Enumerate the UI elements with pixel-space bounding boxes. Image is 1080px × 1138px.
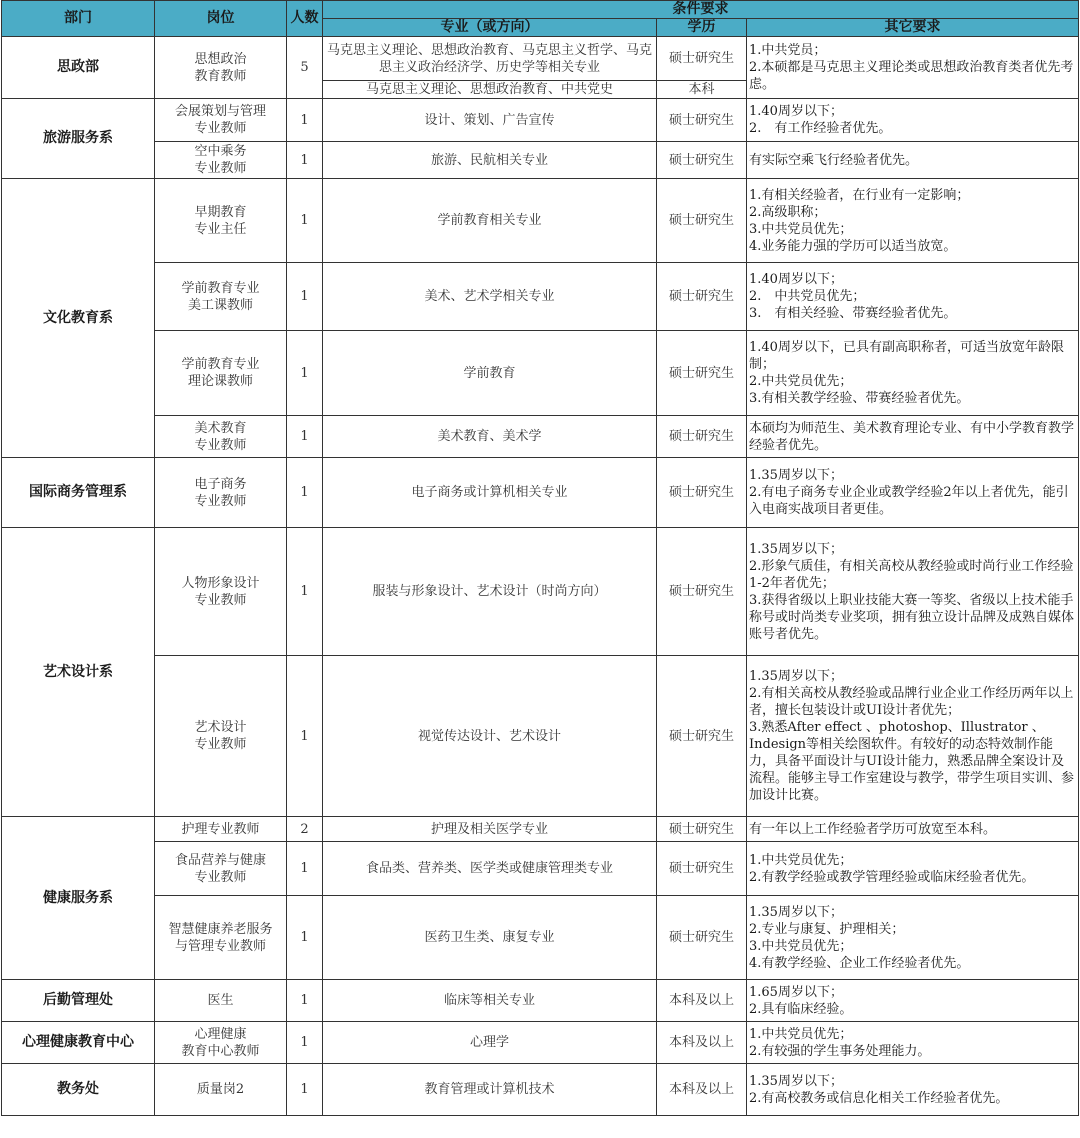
major-cell: 美术教育、美术学 — [323, 416, 657, 458]
position-cell: 美术教育 专业教师 — [155, 416, 287, 458]
table-row — [2, 842, 1079, 896]
table-row — [2, 896, 1079, 980]
requirement-line: 2.形象气质佳，有相关高校从教经验或时尚行业工作经验1-2年者优先； — [749, 558, 1074, 591]
table-row — [2, 1064, 1079, 1116]
position-cell: 会展策划与管理 专业教师 — [155, 99, 287, 142]
count-cell: 1 — [287, 416, 323, 458]
position-cell: 艺术设计 专业教师 — [155, 656, 287, 817]
education-cell: 本科及以上 — [657, 980, 747, 1022]
education-cell: 硕士研究生 — [657, 142, 747, 179]
major-cell: 设计、策划、广告宣传 — [323, 99, 657, 142]
major-cell: 美术、艺术学相关专业 — [323, 263, 657, 331]
header-count: 人数 — [287, 1, 323, 37]
header-dept: 部门 — [2, 1, 155, 37]
table-row — [2, 817, 1079, 842]
count-cell: 1 — [287, 980, 323, 1022]
requirement-line: 1.35周岁以下； — [749, 904, 843, 920]
requirement-line: 1.65周岁以下； — [749, 984, 843, 1000]
requirement-line: 2.有高校教务或信息化相关工作经验者优先。 — [749, 1090, 1009, 1106]
requirement-line: 3. 有相关经验、带赛经验者优先。 — [749, 306, 957, 321]
education-cell: 硕士研究生 — [657, 179, 747, 263]
education-cell: 硕士研究生 — [657, 458, 747, 528]
count-cell: 1 — [287, 528, 323, 656]
dept-cell: 心理健康教育中心 — [2, 1022, 155, 1064]
table-row — [2, 1022, 1079, 1064]
position-cell: 护理专业教师 — [155, 817, 287, 842]
table-row — [2, 528, 1079, 656]
count-cell: 2 — [287, 817, 323, 842]
count-cell: 1 — [287, 458, 323, 528]
requirement-line: 有实际空乘飞行经验者优先。 — [749, 152, 919, 168]
count-cell: 1 — [287, 179, 323, 263]
table-row — [2, 99, 1079, 142]
count-cell: 1 — [287, 842, 323, 896]
requirement-line: 2.有较强的学生事务处理能力。 — [749, 1043, 931, 1059]
position-cell: 人物形象设计 专业教师 — [155, 528, 287, 656]
dept-cell: 思政部 — [2, 37, 155, 99]
requirement-line: 1.40周岁以下； — [749, 104, 843, 119]
table-row — [2, 37, 1079, 81]
other-requirements-cell — [747, 656, 1079, 817]
education-cell: 本科及以上 — [657, 1064, 747, 1116]
requirement-line: 1.35周岁以下； — [749, 468, 843, 483]
dept-cell: 文化教育系 — [2, 179, 155, 458]
education-cell: 硕士研究生 — [657, 896, 747, 980]
position-cell: 智慧健康养老服务 与管理专业教师 — [155, 896, 287, 980]
count-cell: 1 — [287, 263, 323, 331]
education-cell: 硕士研究生 — [657, 263, 747, 331]
dept-cell: 国际商务管理系 — [2, 458, 155, 528]
other-requirements-cell — [747, 331, 1079, 416]
requirement-line: 2. 中共党员优先； — [749, 289, 866, 304]
requirement-line: 2.有电子商务专业企业或教学经验2年以上者优先，能引入电商实战项目者更佳。 — [749, 485, 1069, 517]
position-cell: 食品营养与健康 专业教师 — [155, 842, 287, 896]
other-requirements-cell — [747, 896, 1079, 980]
count-cell: 1 — [287, 896, 323, 980]
table-row — [2, 331, 1079, 416]
other-requirements-cell — [747, 980, 1079, 1022]
header-education: 学历 — [657, 19, 747, 37]
table-row — [2, 416, 1079, 458]
header-conditions: 条件要求 — [323, 1, 1079, 19]
requirement-line: 3.熟悉After effect 、photoshop、Illustrator 、Indesign等相关绘图软件。有较好的动态特效制作能力，具备平面设计与UI设计能力，熟悉品牌全案设计及流程。能够主导工作室建设与教学，带学生项目实训、参加设计比赛。 — [749, 720, 1075, 803]
count-cell: 1 — [287, 1064, 323, 1116]
dept-cell: 健康服务系 — [2, 817, 155, 980]
table-row — [2, 656, 1079, 817]
education-cell: 本科 — [657, 81, 747, 99]
dept-cell: 教务处 — [2, 1064, 155, 1116]
major-cell: 食品类、营养类、医学类或健康管理类专业 — [323, 842, 657, 896]
major-cell: 心理学 — [323, 1022, 657, 1064]
other-requirements-cell — [747, 817, 1079, 842]
count-cell: 1 — [287, 331, 323, 416]
major-cell: 视觉传达设计、艺术设计 — [323, 656, 657, 817]
major-cell: 护理及相关医学专业 — [323, 817, 657, 842]
requirement-line: 有一年以上工作经验者学历可放宽至本科。 — [749, 821, 997, 837]
major-cell: 学前教育 — [323, 331, 657, 416]
table-row — [2, 458, 1079, 528]
major-cell: 马克思主义理论、思想政治教育、马克思主义哲学、马克思主义政治经济学、历史学等相关专业 — [323, 37, 657, 81]
requirement-line: 2.有教学经验或教学管理经验或临床经验者优先。 — [749, 869, 1035, 885]
education-cell: 硕士研究生 — [657, 656, 747, 817]
requirement-line: 4.有教学经验、企业工作经验者优先。 — [749, 955, 970, 971]
major-cell: 马克思主义理论、思想政治教育、中共党史 — [323, 81, 657, 99]
position-cell: 学前教育专业 理论课教师 — [155, 331, 287, 416]
recruitment-table — [1, 0, 1079, 1116]
requirement-line: 1.35周岁以下； — [749, 669, 843, 684]
major-cell: 学前教育相关专业 — [323, 179, 657, 263]
education-cell: 硕士研究生 — [657, 842, 747, 896]
other-requirements-cell — [747, 842, 1079, 896]
header-major: 专业（或方向） — [323, 19, 657, 37]
requirement-line: 3.中共党员优先； — [749, 221, 853, 237]
education-cell: 硕士研究生 — [657, 99, 747, 142]
count-cell: 1 — [287, 1022, 323, 1064]
header-other: 其它要求 — [747, 19, 1079, 37]
education-cell: 硕士研究生 — [657, 416, 747, 458]
major-cell: 旅游、民航相关专业 — [323, 142, 657, 179]
position-cell: 空中乘务 专业教师 — [155, 142, 287, 179]
count-cell: 1 — [287, 656, 323, 817]
requirement-line: 本硕均为师范生、美术教育理论专业、有中小学教育教学经验者优先。 — [749, 420, 1075, 453]
other-requirements-cell — [747, 142, 1079, 179]
requirement-line: 2.本硕都是马克思主义理论类或思想政治教育类者优先考虑。 — [749, 60, 1074, 92]
requirement-line: 1.中共党员优先； — [749, 852, 853, 868]
requirement-line: 3.有相关教学经验、带赛经验者优先。 — [749, 391, 970, 406]
other-requirements-cell — [747, 528, 1079, 656]
position-cell: 质量岗2 — [155, 1064, 287, 1116]
position-cell: 学前教育专业 美工课教师 — [155, 263, 287, 331]
education-cell: 硕士研究生 — [657, 528, 747, 656]
requirement-line: 3.获得省级以上职业技能大赛一等奖、省级以上技术能手称号或时尚类专业奖项，拥有独立设计品牌及成熟自媒体账号者优先。 — [749, 592, 1075, 642]
dept-cell: 旅游服务系 — [2, 99, 155, 179]
position-cell: 心理健康 教育中心教师 — [155, 1022, 287, 1064]
requirement-line: 2.具有临床经验。 — [749, 1001, 853, 1017]
requirement-line: 4.业务能力强的学历可以适当放宽。 — [749, 238, 957, 254]
position-cell: 电子商务 专业教师 — [155, 458, 287, 528]
requirement-line: 1.35周岁以下； — [749, 1073, 843, 1089]
major-cell: 教育管理或计算机技术 — [323, 1064, 657, 1116]
requirement-line: 1.40周岁以下，已具有副高职称者，可适当放宽年龄限制； — [749, 340, 1064, 372]
requirement-line: 1.中共党员； — [749, 43, 827, 58]
requirement-line: 2.有相关高校从教经验或品牌行业企业工作经历两年以上者，擅长包装设计或UI设计者优先； — [749, 686, 1074, 718]
header-position: 岗位 — [155, 1, 287, 37]
other-requirements-cell — [747, 99, 1079, 142]
requirement-line: 3.中共党员优先； — [749, 938, 853, 954]
position-cell: 思想政治 教育教师 — [155, 37, 287, 99]
count-cell: 5 — [287, 37, 323, 99]
table-row — [2, 263, 1079, 331]
education-cell: 硕士研究生 — [657, 37, 747, 81]
other-requirements-cell — [747, 263, 1079, 331]
position-cell: 早期教育 专业主任 — [155, 179, 287, 263]
other-requirements-cell — [747, 179, 1079, 263]
dept-cell: 后勤管理处 — [2, 980, 155, 1022]
requirement-line: 2.高级职称； — [749, 204, 827, 220]
other-requirements-cell — [747, 1022, 1079, 1064]
dept-cell: 艺术设计系 — [2, 528, 155, 817]
table-row — [2, 980, 1079, 1022]
education-cell: 硕士研究生 — [657, 817, 747, 842]
count-cell: 1 — [287, 142, 323, 179]
table-row — [2, 179, 1079, 263]
requirement-line: 1.中共党员优先； — [749, 1026, 853, 1042]
requirement-line: 2. 有工作经验者优先。 — [749, 121, 892, 136]
other-requirements-cell — [747, 416, 1079, 458]
major-cell: 服装与形象设计、艺术设计（时尚方向） — [323, 528, 657, 656]
other-requirements-cell — [747, 1064, 1079, 1116]
requirement-line: 1.有相关经验者，在行业有一定影响； — [749, 187, 970, 203]
major-cell: 医药卫生类、康复专业 — [323, 896, 657, 980]
requirement-line: 1.35周岁以下； — [749, 541, 843, 557]
count-cell: 1 — [287, 99, 323, 142]
education-cell: 硕士研究生 — [657, 331, 747, 416]
requirement-line: 2.中共党员优先； — [749, 374, 853, 389]
major-cell: 电子商务或计算机相关专业 — [323, 458, 657, 528]
requirement-line: 1.40周岁以下； — [749, 272, 843, 287]
table-row — [2, 142, 1079, 179]
other-requirements-cell — [747, 458, 1079, 528]
major-cell: 临床等相关专业 — [323, 980, 657, 1022]
requirement-line: 2.专业与康复、护理相关； — [749, 921, 905, 937]
position-cell: 医生 — [155, 980, 287, 1022]
other-requirements-cell — [747, 37, 1079, 99]
education-cell: 本科及以上 — [657, 1022, 747, 1064]
